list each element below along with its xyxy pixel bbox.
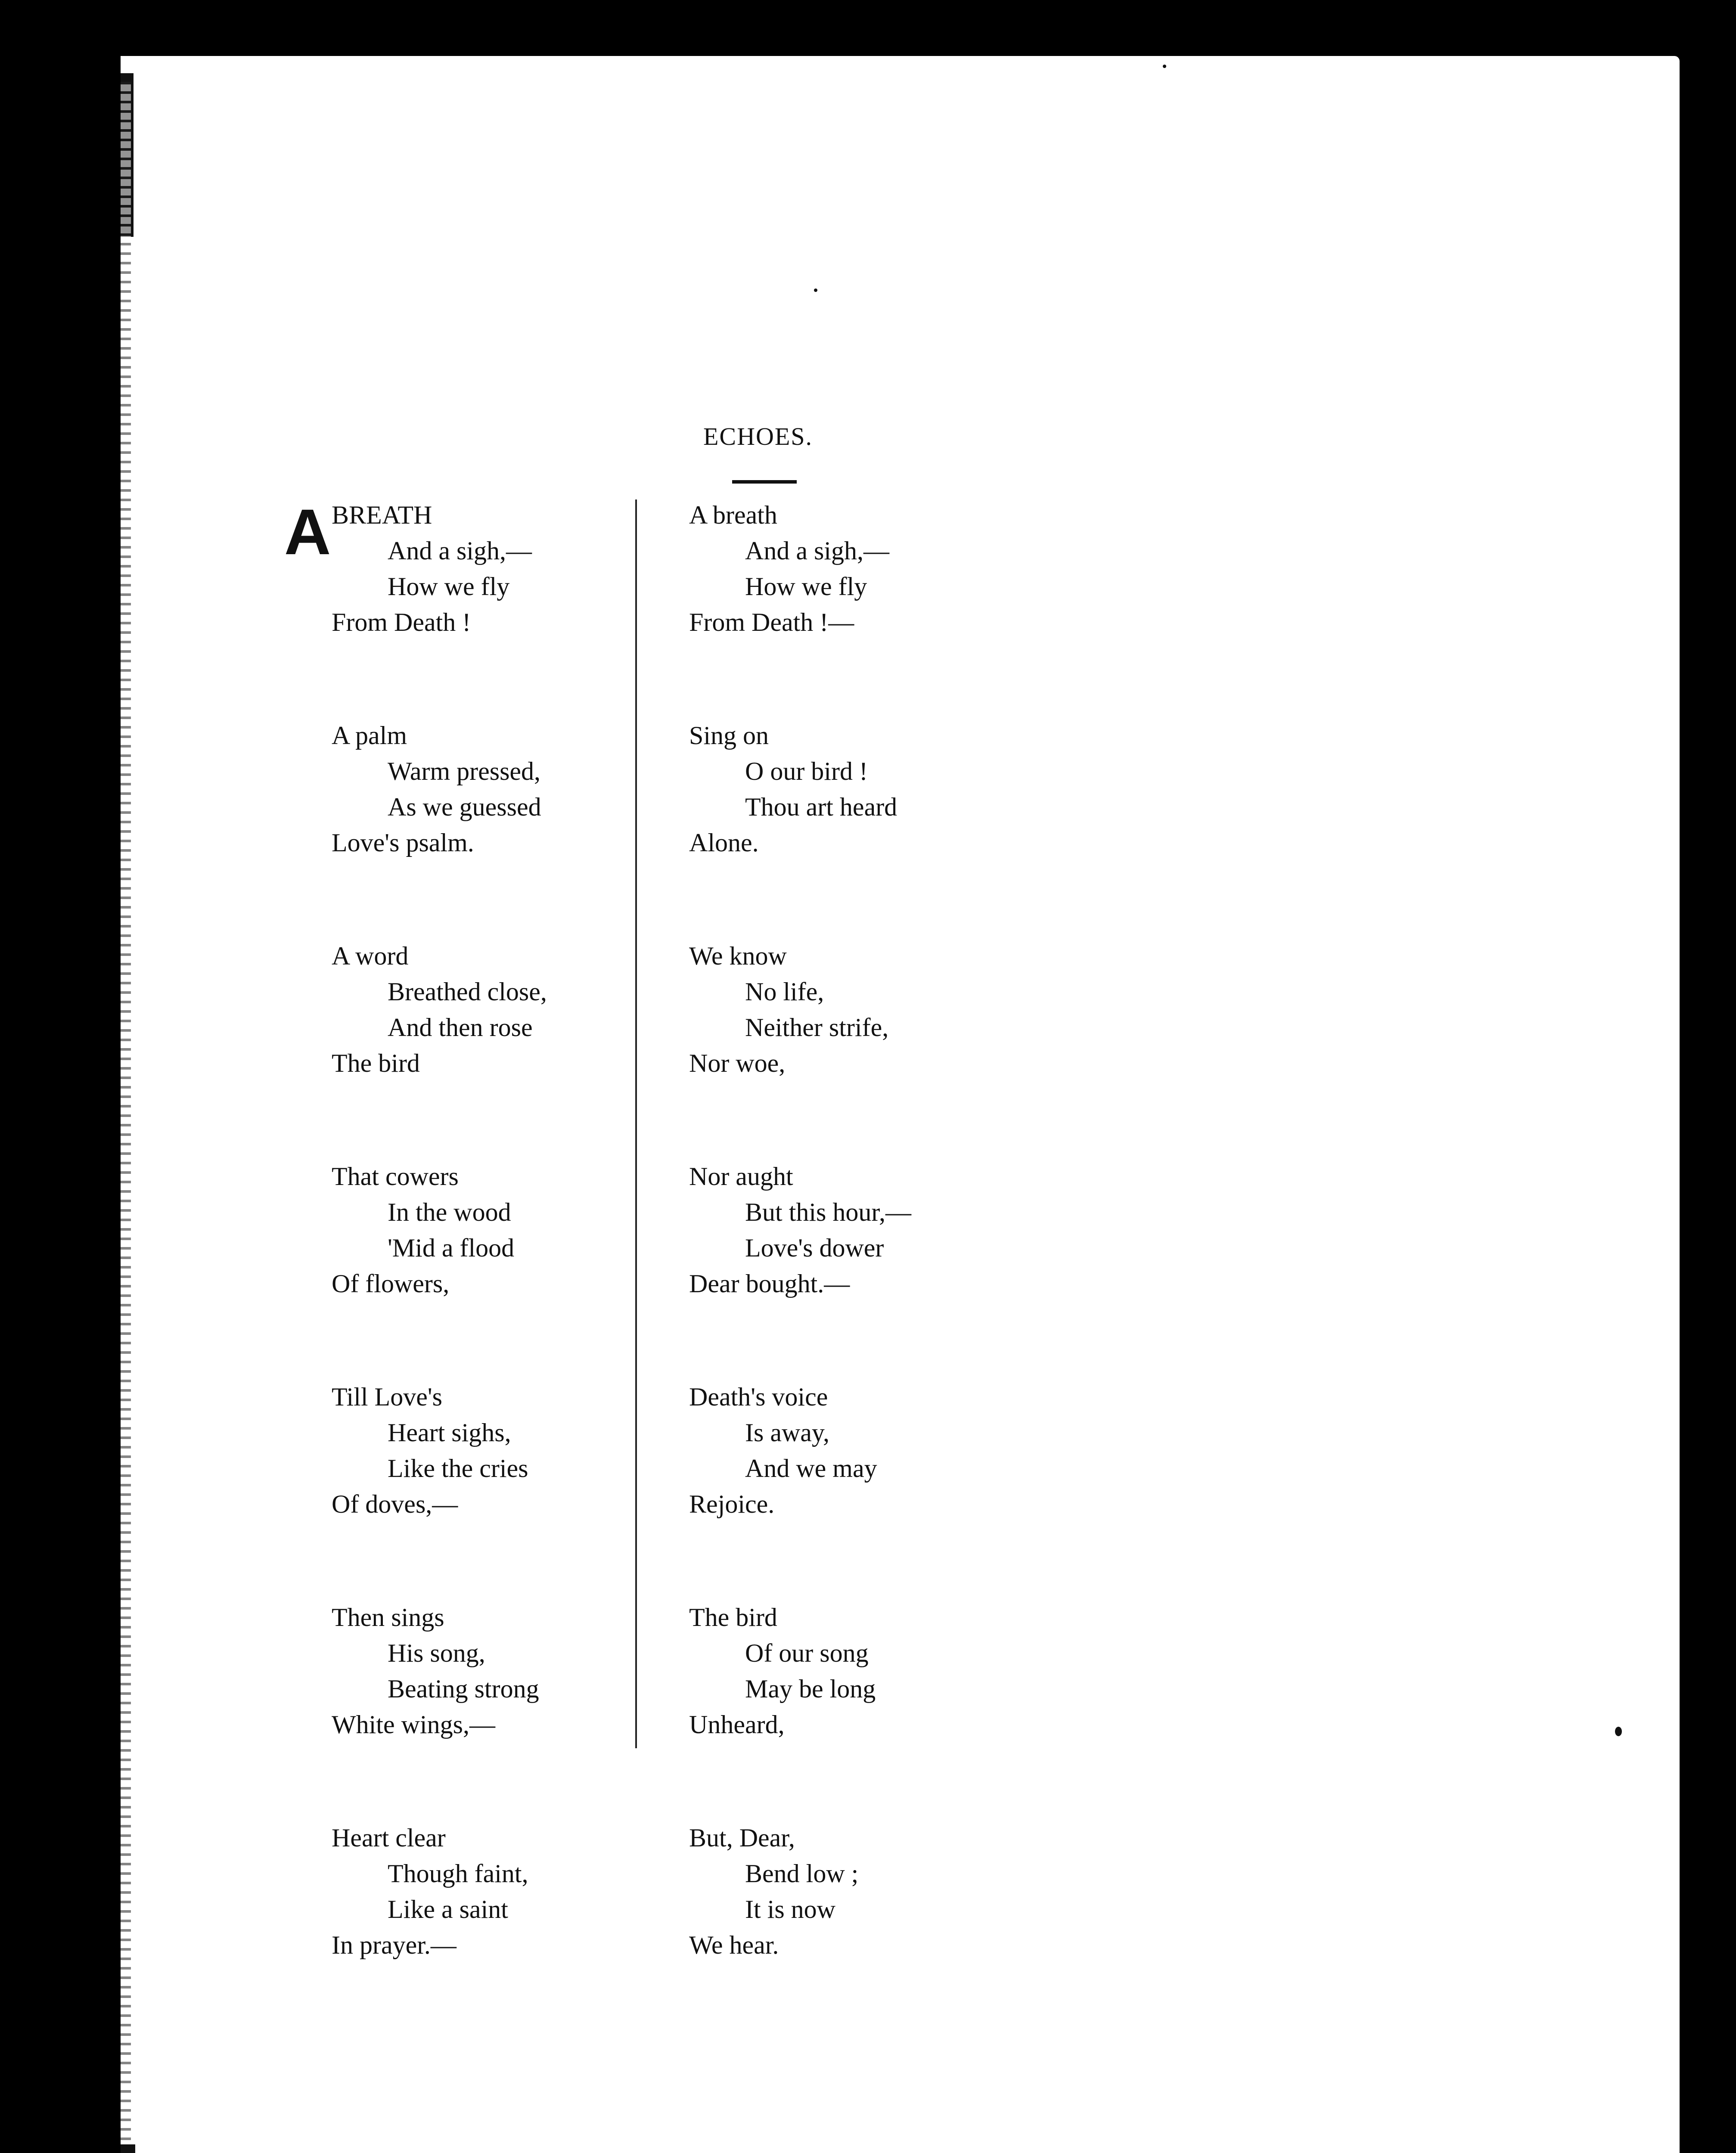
- verse-line: It is now: [745, 1895, 835, 1923]
- verse-line: Dear bought.—: [689, 1269, 850, 1298]
- verse-line: In the wood: [388, 1198, 511, 1226]
- speck: [1615, 1727, 1622, 1736]
- verse-line: Unheard,: [689, 1710, 785, 1739]
- verse-line: And then rose: [388, 1013, 533, 1042]
- poem-title: ECHOES.: [703, 422, 813, 450]
- verse-line: Is away,: [745, 1418, 830, 1447]
- verse-line: Rejoice.: [689, 1490, 775, 1518]
- verse-line: Of flowers,: [332, 1269, 450, 1298]
- verse-line: How we fly: [388, 572, 510, 601]
- stanza: [689, 1820, 991, 1963]
- verse-line: White wings,—: [332, 1710, 495, 1739]
- stanza: [332, 497, 612, 640]
- verse-line: Nor aught: [689, 1162, 793, 1191]
- verse-line: Heart clear: [332, 1824, 446, 1852]
- verse-line: Like the cries: [388, 1454, 528, 1483]
- verse-line: Nor woe,: [689, 1049, 786, 1077]
- stanza: [332, 1159, 612, 1302]
- verse-line: BREATH: [332, 501, 432, 529]
- binding-edge-bottom: [121, 2144, 135, 2153]
- verse-line: Like a saint: [388, 1895, 508, 1923]
- verse-line: A palm: [332, 721, 407, 750]
- verse-line: Love's dower: [745, 1234, 884, 1262]
- drop-cap: A: [284, 496, 331, 568]
- stanza: [689, 1379, 991, 1522]
- verse-line: In prayer.—: [332, 1931, 457, 1959]
- verse-line: From Death !—: [689, 608, 854, 636]
- verse-line: Heart sighs,: [388, 1418, 511, 1447]
- stanza: [689, 1600, 991, 1743]
- stanza: [332, 1600, 612, 1743]
- verse-line: His song,: [388, 1639, 485, 1667]
- verse-line: The bird: [689, 1603, 777, 1632]
- verse-line: Of doves,—: [332, 1490, 458, 1518]
- speck: [1163, 65, 1166, 68]
- stanza: [332, 1379, 612, 1522]
- verse-line: But, Dear,: [689, 1824, 795, 1852]
- stanza: [689, 718, 991, 861]
- verse-line: Beating strong: [388, 1675, 539, 1703]
- verse-line: Warm pressed,: [388, 757, 541, 785]
- verse-line: That cowers: [332, 1162, 459, 1191]
- verse-line: A breath: [689, 501, 777, 529]
- stanza: [332, 938, 612, 1081]
- verse-line: Thou art heard: [745, 793, 898, 821]
- verse-line: But this hour,—: [745, 1198, 911, 1226]
- verse-line: May be long: [745, 1675, 876, 1703]
- right-column: [689, 497, 991, 2041]
- verse-line: We hear.: [689, 1931, 779, 1959]
- left-column: [332, 497, 612, 2041]
- stanza: [332, 1820, 612, 1963]
- verse-line: Till Love's: [332, 1383, 442, 1411]
- verse-line: O our bird !: [745, 757, 868, 785]
- verse-line: And we may: [745, 1454, 877, 1483]
- stanza: [689, 1159, 991, 1302]
- verse-line: How we fly: [745, 572, 867, 601]
- column-divider: [635, 499, 637, 1748]
- stanza: [689, 938, 991, 1081]
- verse-line: A word: [332, 942, 409, 970]
- verse-line: Bend low ;: [745, 1859, 859, 1888]
- verse-line: Alone.: [689, 828, 759, 857]
- binding-edge: [121, 82, 131, 2153]
- verse-line: From Death !: [332, 608, 471, 636]
- verse-line: The bird: [332, 1049, 420, 1077]
- speck: [814, 289, 817, 292]
- stanza: [689, 497, 991, 640]
- verse-line: Of our song: [745, 1639, 869, 1667]
- verse-line: As we guessed: [388, 793, 541, 821]
- verse-line: Neither strife,: [745, 1013, 889, 1042]
- verse-line: Then sings: [332, 1603, 444, 1632]
- verse-line: No life,: [745, 977, 824, 1006]
- verse-line: Breathed close,: [388, 977, 547, 1006]
- verse-line: Love's psalm.: [332, 828, 474, 857]
- verse-line: Death's voice: [689, 1383, 828, 1411]
- verse-line: And a sigh,—: [388, 537, 532, 565]
- verse-line: And a sigh,—: [745, 537, 889, 565]
- verse-line: Sing on: [689, 721, 769, 750]
- verse-line: We know: [689, 942, 787, 970]
- title-rule: [732, 480, 797, 484]
- verse-line: Though faint,: [388, 1859, 528, 1888]
- stanza: [332, 718, 612, 861]
- verse-line: 'Mid a flood: [388, 1234, 515, 1262]
